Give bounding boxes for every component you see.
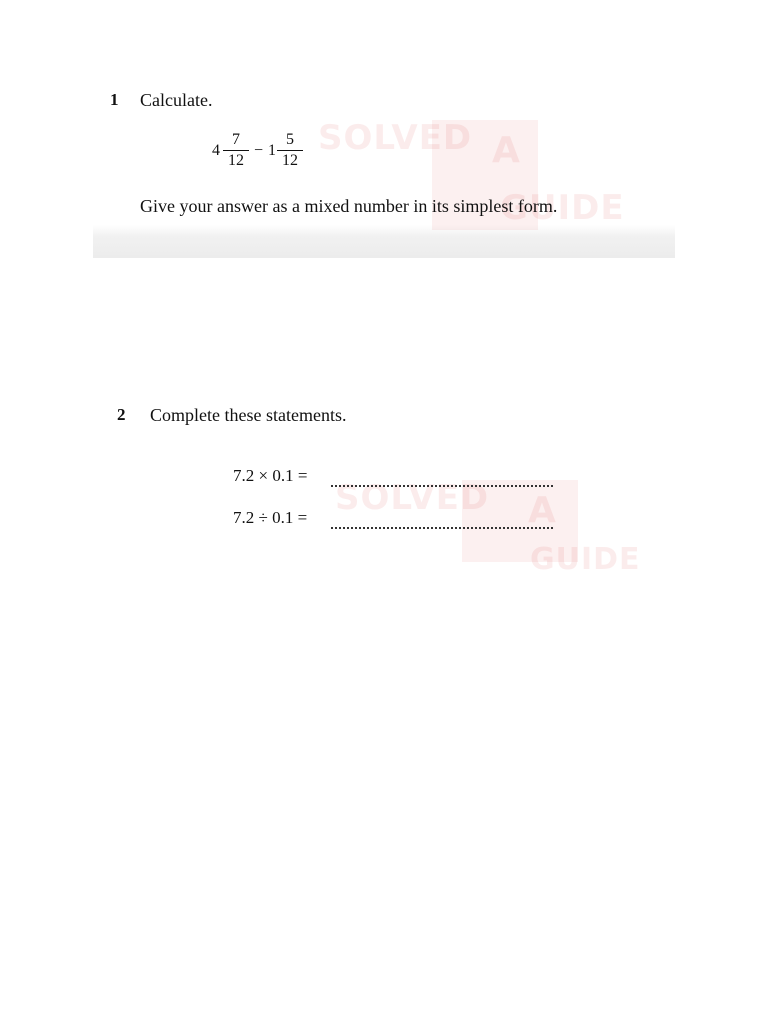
answer-line[interactable] bbox=[331, 527, 553, 529]
term1-denominator: 12 bbox=[228, 152, 244, 169]
term1-whole: 4 bbox=[212, 142, 220, 159]
watermark-letter: A bbox=[528, 490, 557, 531]
question-number: 1 bbox=[110, 90, 119, 109]
question-prompt: Calculate. bbox=[140, 90, 213, 110]
watermark-box bbox=[462, 480, 578, 562]
watermark-text-2: GUIDE bbox=[530, 542, 641, 577]
panel-bottom-shade bbox=[93, 225, 675, 258]
minus-sign: − bbox=[254, 142, 264, 159]
watermark-text: SOLVED bbox=[335, 478, 490, 518]
term2-fraction bbox=[277, 131, 303, 170]
term1-numerator: 7 bbox=[232, 131, 240, 148]
fraction-bar bbox=[277, 150, 303, 151]
fraction-bar bbox=[223, 150, 249, 151]
term2-whole: 1 bbox=[268, 142, 276, 159]
question-number: 2 bbox=[117, 405, 126, 424]
answer-line[interactable] bbox=[331, 485, 553, 487]
question-instruction: Give your answer as a mixed number in its simplest form. bbox=[140, 196, 558, 216]
term2-denominator: 12 bbox=[282, 152, 298, 169]
term2-numerator: 5 bbox=[286, 131, 294, 148]
question-prompt: Complete these statements. bbox=[150, 405, 347, 425]
statement-divide: 7.2 ÷ 0.1 = bbox=[233, 508, 308, 527]
statement-multiply: 7.2 × 0.1 = bbox=[233, 466, 308, 485]
term1-fraction bbox=[223, 131, 249, 170]
